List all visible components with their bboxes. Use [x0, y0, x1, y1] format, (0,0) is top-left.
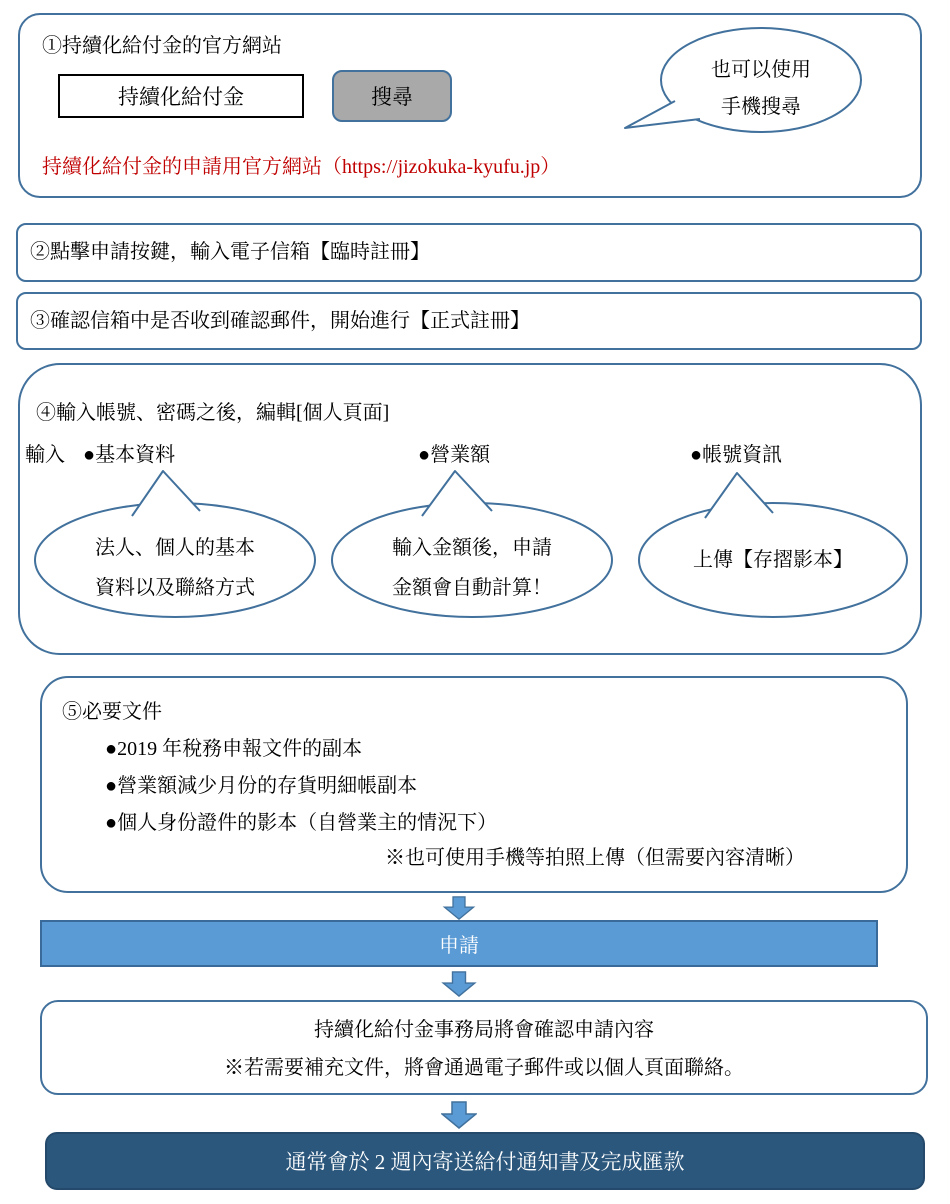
official-site-url-note: 持續化給付金的申請用官方網站（https://jizokuka-kyufu.jp） — [42, 156, 561, 178]
mobile-bubble-line2: 手機搜尋 — [721, 96, 801, 118]
sales-bubble-line1: 輸入金額後，申請 — [392, 537, 552, 559]
review-line2: ※若需要補充文件，將會通過電子郵件或以個人頁面聯絡。 — [224, 1057, 744, 1079]
sales-amount-bubble — [330, 468, 620, 620]
step5-bullet-id-copy: ●個人身份證件的影本（自營業主的情況下） — [105, 812, 498, 834]
down-arrow-icon — [441, 896, 477, 920]
basic-info-bubble — [30, 468, 320, 620]
basic-info-line2: 資料以及聯絡方式 — [95, 577, 255, 599]
basic-info-line1: 法人、個人的基本 — [95, 537, 255, 559]
mobile-search-bubble — [600, 18, 880, 146]
account-bubble-line1: 上傳【存摺影本】 — [693, 549, 853, 571]
step1-title: ①持續化給付金的官方網站 — [42, 35, 282, 57]
final-notice-label: 通常會於 2 週內寄送給付通知書及完成匯款 — [285, 1150, 685, 1174]
final-notice-bar — [45, 1132, 925, 1190]
review-box — [40, 1000, 928, 1095]
step4-input-label: 輸入 — [25, 444, 65, 466]
step4-title: ④輸入帳號、密碼之後，編輯[個人頁面] — [36, 402, 390, 424]
account-info-bubble — [635, 468, 915, 620]
sales-bubble-line2: 金額會自動計算！ — [392, 577, 552, 599]
step4-item-sales-label: ●營業額 — [418, 444, 491, 466]
search-input[interactable] — [58, 74, 304, 118]
step4-item-basic-label: ●基本資料 — [83, 444, 176, 466]
step5-photo-note: ※也可使用手機等拍照上傳（但需要內容清晰） — [385, 847, 805, 869]
step5-title: ⑤必要文件 — [62, 701, 162, 723]
apply-bar-label: 申請 — [439, 935, 479, 957]
step5-bullet-tax-copy: ●2019 年稅務申報文件的副本 — [105, 738, 363, 760]
search-button-label: 搜尋 — [371, 85, 413, 109]
speech-bubble-shape — [635, 468, 915, 620]
down-arrow-icon — [441, 971, 477, 997]
step2-text: ②點擊申請按鍵，輸入電子信箱【臨時註冊】 — [30, 241, 430, 263]
search-button[interactable] — [332, 70, 452, 122]
apply-bar[interactable] — [40, 920, 878, 967]
step3-text: ③確認信箱中是否收到確認郵件，開始進行【正式註冊】 — [30, 310, 530, 332]
step4-item-account-label: ●帳號資訊 — [690, 444, 783, 466]
down-arrow-icon — [441, 1101, 477, 1129]
mobile-bubble-line1: 也可以使用 — [711, 59, 811, 81]
step5-bullet-ledger-copy: ●營業額減少月份的存貨明細帳副本 — [105, 775, 418, 797]
review-line1: 持續化給付金事務局將會確認申請內容 — [314, 1019, 654, 1041]
